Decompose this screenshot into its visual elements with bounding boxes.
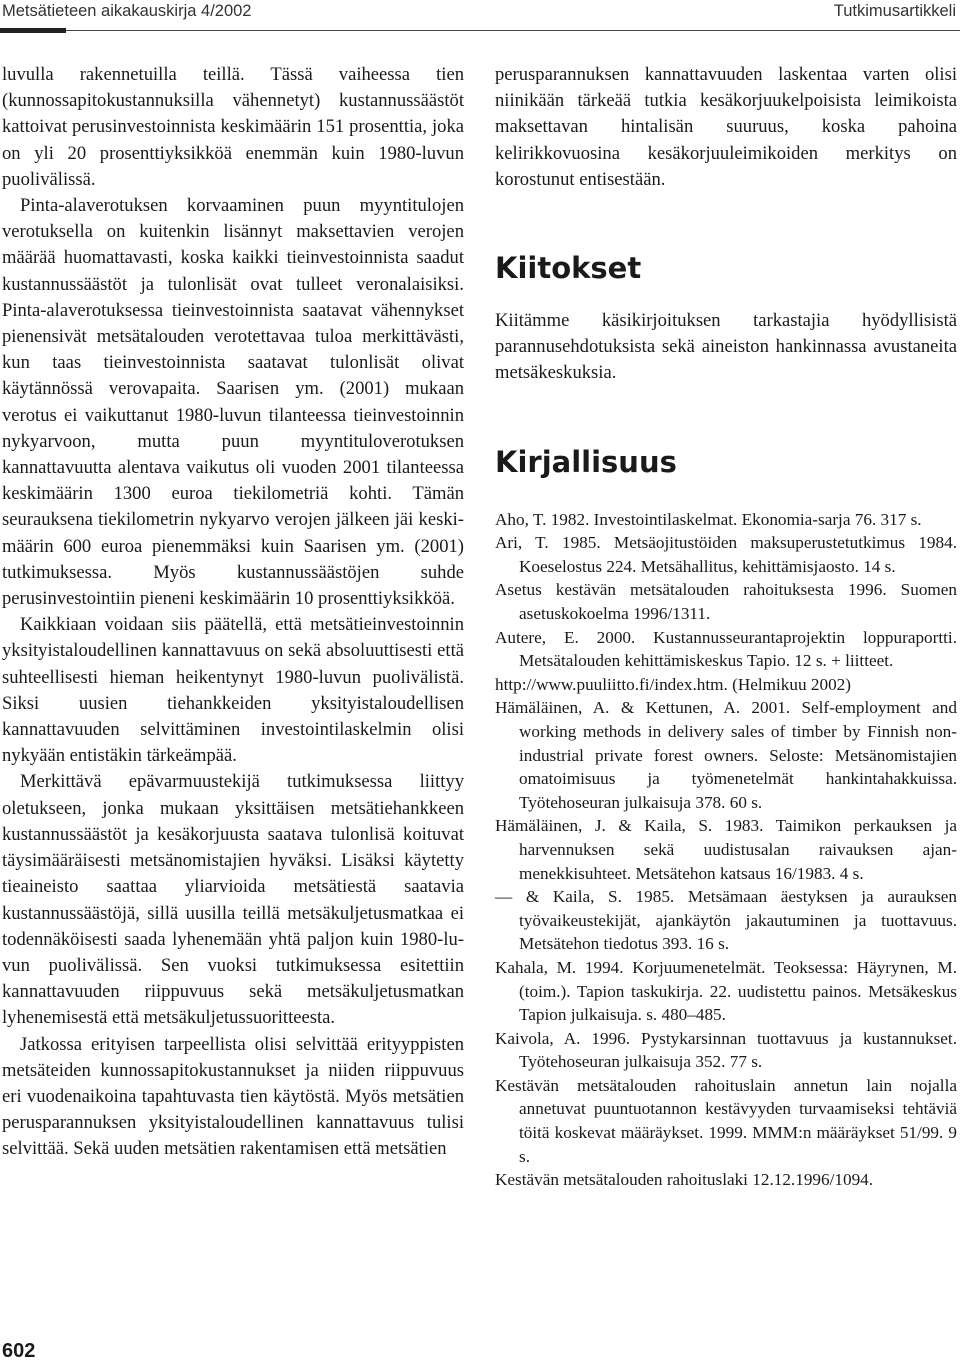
reference-list xyxy=(495,508,957,1192)
reference-item: Ari, T. 1985. Metsäojitustöiden maksuperustetutkimus 1984. Koeselostus 224. Metsähallitus, kehittämisjaosto. 14 s. xyxy=(495,533,957,576)
reference-item: — & Kaila, S. 1985. Metsämaan äestyksen ja aurauksen työvaikeustekijät, ajankäytön jakautuminen ja tuottavuus. Metsätehon tiedotus 393. 16 s. xyxy=(495,887,957,954)
acknowledgements-text: Kiitämme käsikirjoituksen tarkastajia hyödyllisistä parannusehdotuksista sekä aineiston hankinnassa avustaneita metsäkeskuksia. xyxy=(495,310,957,384)
reference-item: Hämäläinen, J. & Kaila, S. 1983. Taimikon perkauksen ja harvennuksen sekä uudistusalan raivauksen ajanmenekkisuhteet. Metsätehon katsaus 16/1983. 4 s. xyxy=(495,816,957,883)
reference-item: Kaivola, A. 1996. Pystykarsinnan tuottavuus ja kustannukset. Työtehoseuran julkaisuja 352. 77 s. xyxy=(495,1028,957,1072)
reference-item: Kestävän metsätalouden rahoituslaki 12.12.1996/1094. xyxy=(495,1170,874,1190)
reference-item: Hämäläinen, A. & Kettunen, A. 2001. Self-employment and working methods in delivery sales of timber by Finnish non-industrial private forest owners. Seloste: Metsänomistajien omatoimisuus ja työmenetelmät hankintahakkuissa. Työtehoseuran julkaisuja 378. 60 s. xyxy=(495,698,957,812)
running-header xyxy=(0,0,960,26)
reference-item: Aho, T. 1982. Investointilaskelmat. Ekonomia-sarja 76. 317 s. xyxy=(495,509,922,529)
header-rule xyxy=(0,30,960,31)
journal-title: Metsätieteen aikakauskirja 4/2002 xyxy=(2,2,252,20)
reference-item: Kestävän metsätalouden rahoituslain annetun lain nojalla annetuvat puuntuotannon kestävyyden turvaamiseksi tehtäviä töitä koskevat määräykset. 1999. MMM:n määräykset 51/99. 9 s. xyxy=(495,1075,957,1166)
page-number: 602 xyxy=(2,1340,36,1362)
reference-item: Asetus kestävän metsätalouden rahoituksesta 1996. Suomen asetuskokoelma 1996/1311. xyxy=(495,580,957,623)
paragraph: Kaikkiaan voidaan siis päätellä, että metsätieinvestoinnin yksityistaloudellinen kannattavuus on sekä absoluuttisesti että suhteellisesti hieman heikentynyt 1980-luvun puolivälistä. Siksi uusien tiehankkeiden yksityistaloudellisen kannattavuuden selvittäminen investointilaskelmin olisi nykyään entistäkin tärkeämpää. xyxy=(2,614,464,767)
reference-item: http://www.puuliitto.fi/index.htm. (Helmikuu 2002) xyxy=(495,674,851,694)
paragraph: luvulla rakennetuilla teillä. Tässä vaiheessa tien (kunnossapitokustannuksilla vähennetyt) kustannussäästöt kattoivat perusinvestoinnista keskimäärin 151 prosenttia, joka on yli 20 prosenttiyksikköä enemmän kuin 1980-luvun puolivälissä. xyxy=(2,64,464,190)
reference-item: Autere, E. 2000. Kustannusseurantaprojektin loppuraportti. Metsätalouden kehittämiskeskus Tapio. 12 s. + liitteet. xyxy=(495,627,957,671)
references-heading: Kirjallisuus xyxy=(495,444,677,479)
right-column xyxy=(495,62,957,1192)
article-type: Tutkimusartikkeli xyxy=(833,2,956,20)
paragraph: perusparannuksen kannattavuuden laskentaa varten olisi niinikään tärkeää tutkia kesäkorjuukelpoisista leimikoista maksettavan hintalisän suuruus, koska pahoina kelirikkovuosina kesäkorjuuleimikoiden merkitys on korostunut entisestään. xyxy=(495,64,957,190)
paragraph: Jatkossa erityisen tarpeellista olisi selvittää erityyppisten metsäteiden kunnossapitokustannukset ja niiden riippuvuus eri vuodenaikoina tapahtuvasta tien käytöstä. Myös metsätien perusparannuksen yksityistaloudellinen kannattavuus tulisi selvittää. Sekä uuden metsätien rakentamisen että metsätien xyxy=(2,1033,464,1160)
header-accent-bar xyxy=(0,28,66,33)
reference-item: Kahala, M. 1994. Korjuumenetelmät. Teoksessa: Häyrynen, M. (toim.). Tapion taskukirja. 22. uudistettu painos. Metsäkeskus Tapion julkaisuja. s. 480–485. xyxy=(495,957,957,1025)
paragraph: Merkittävä epävarmuustekijä tutkimuksessa liittyy oletukseen, jonka mukaan yksittäisen metsätiehankkeen kustannussäästöt ja kesäkorjuusta saatava tulonlisä koituvat täysimääräisesti metsänomistajien hyväksi. Lisäksi käytetty tieaineisto saattaa yliarvioida metsätiestä saatavia kustannussäästöjä, sillä uusilla teillä metsäkuljetusmatkaa ei todennäköisesti saada lyhenemään yhtä paljon kuin 1980-luvun puolivälissä. Sen vuoksi tutkimuksessa esitettiin kannattavuuden riippuvuus sekä metsäkuljetusmatkan lyhenemisestä että metsäkuljetussuoritteesta. xyxy=(2,771,464,1029)
left-column xyxy=(2,62,464,1163)
acknowledgements-heading: Kiitokset xyxy=(495,251,642,286)
paragraph: Pinta-alaverotuksen korvaaminen puun myyntitulojen verotuksella on kuitenkin lisännyt maksettavien verojen määrää huomattavasti, koska kaikki tieinvestoinnista saadut kustannussäästöt ja tulonlisät ovat tulleet veronalaisiksi. Pinta-alaverotuksessa tieinvestoinnista saatavat vähennykset pienensivät metsätalouden verotettavaa tuloa merkittävästi, kun taas tieinvestoinnista saatavat tulonlisät olivat käytännössä verovapaita. Saarisen ym. (2001) mukaan verotus ei vaikuttanut 1980-luvun tilanteessa tieinvestoinnin nykyarvoon, mutta puun myyntituloverotuksen kannattavuutta alentava vaikutus oli vuoden 2001 tilanteessa keskimäärin 1300 euroa tiekilometriä kohti. Tämän seurauksena tiekilometrin nykyarvo verojen jälkeen jäi keskimäärin 600 euroa pienemmäksi kuin Saarisen ym. (2001) tutkimuksessa. Myös kustannussäästöjen suhde perusinvestointiin pieneni keskimäärin 10 prosenttiyksikköä. xyxy=(2,195,464,610)
